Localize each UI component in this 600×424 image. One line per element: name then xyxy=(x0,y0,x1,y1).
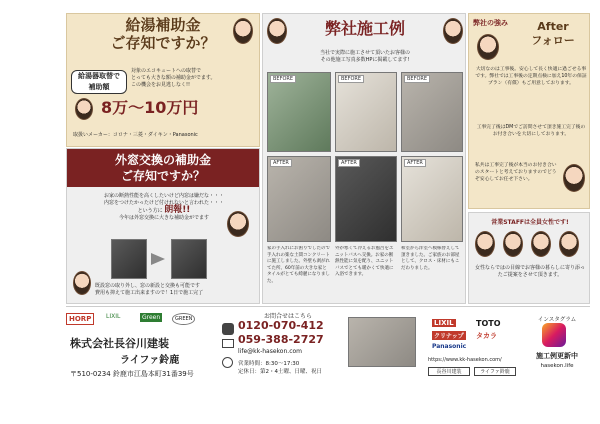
window-foot-line1: 既設窓の取り外し、窓の新設と交換も可能です xyxy=(95,283,201,289)
staff-title: 営業STAFFは全員女性です! xyxy=(491,219,569,226)
maker-list: 取扱いメーカー：コロナ・三菱・ダイキン・Panasonic xyxy=(73,132,198,138)
before-photo-room xyxy=(401,72,463,152)
badge-line1: 給湯器取替で xyxy=(78,72,120,80)
desc-line3: この機会をお見逃しなく!! xyxy=(131,82,191,88)
window-title-band xyxy=(67,149,259,187)
staff-face-icon xyxy=(73,271,91,295)
free-dial-number[interactable]: 0120-070-412 xyxy=(238,319,324,332)
brand-cleanup: クリナップ xyxy=(434,333,464,340)
horp-logo: HORP xyxy=(66,313,94,325)
after-label: AFTER xyxy=(270,159,292,167)
subsidy-badge xyxy=(71,70,127,94)
after-label: AFTER xyxy=(338,159,360,167)
after-photo-bath xyxy=(335,156,397,242)
brand-name: ライファ鈴鹿 xyxy=(120,355,180,366)
subsidy-amount: 8万～10万円 xyxy=(101,98,199,117)
before-label: BEFORE xyxy=(270,75,296,83)
mail-icon xyxy=(222,339,234,348)
good-news: 朗報!! xyxy=(164,205,191,215)
window-text-line1: お家の断熱性能を高くしたいけど内窓は嫌だな・・・ xyxy=(103,193,224,199)
before-label: BEFORE xyxy=(404,75,430,83)
before-photo-exterior xyxy=(267,72,331,152)
after-text1: 大切なのは工事後。安心して長く快適に過ごせる事です。弊社では工事後の定期点検に加え10年の保証プラン（有償）もご用意しております。 xyxy=(475,67,587,86)
window-title-line2: ご存知ですか？ xyxy=(120,169,205,183)
window-before-image xyxy=(111,239,147,279)
window-foot xyxy=(95,283,257,297)
window-text-line2: 内窓をつけたかったけど付けれないと言われた・・・ xyxy=(103,200,224,206)
brand-panasonic: Panasonic xyxy=(432,343,467,350)
green-logo: Green xyxy=(142,314,161,321)
brand-toto: TOTO xyxy=(476,319,501,328)
after-title-after: After xyxy=(537,20,569,33)
staff-face-icon xyxy=(75,98,93,120)
staff-text: 女性ならではの目線でお客様の暮らしに寄り添ったご提案をさせて頂きます。 xyxy=(475,265,585,278)
brand-lixil: LIXIL xyxy=(434,319,454,327)
water-heater-subsidy-panel xyxy=(66,13,260,147)
caption-room: 和室から洋室へ模様替えして頂きました。ご家族のお部屋として、クロス・床材にもこだわりました。 xyxy=(401,246,460,271)
company-name: 株式会社長谷川建装 xyxy=(70,337,169,350)
subtitle-line1: 当社で実際に施工させて頂いたお客様の xyxy=(319,50,410,56)
partner-logos xyxy=(66,311,206,331)
office-photo xyxy=(348,317,416,367)
after-photo-room xyxy=(401,156,463,242)
window-title-line1: 外窓交換の補助金 xyxy=(114,153,211,167)
company-address: 〒510-0234 鈴鹿市江島本町31番39号 xyxy=(70,370,194,378)
caption-exterior: 家の手入れにお困りでしたので手入れの楽な土間コンクリートに施工しました。外壁も剥がれてた所、60年前の大きな家とタイルがとても綺麗になりました。 xyxy=(267,246,330,284)
staff-face-icon xyxy=(559,231,579,257)
phone-icon xyxy=(222,323,234,335)
water-heater-title-line2: ご存知ですか？ xyxy=(110,34,216,52)
after-text3: 私共は工事完了後が本当のお付き合いのスタートと考えておりますのでどうぞ安心してお任せ下さい。 xyxy=(475,163,557,182)
holidays: 定休日：第2・4土曜、日曜、祝日 xyxy=(238,369,322,375)
lixil-reform-logo: LIXIL xyxy=(106,313,121,320)
window-text-line4: 今年は外窓交換に大きな補助金がでます xyxy=(118,215,209,221)
instagram-icon[interactable] xyxy=(542,323,566,347)
staff-face-icon xyxy=(227,211,249,237)
badge-line2: 補助額 xyxy=(88,83,110,91)
staff-face-icon xyxy=(443,18,463,44)
arrow-right-icon xyxy=(151,253,165,265)
water-heater-title xyxy=(93,16,233,52)
desc-line1: 対象のエコキュートへの取替で xyxy=(131,68,202,74)
instagram-label: インスタグラム xyxy=(537,317,577,323)
instagram-text: 施工例更新中 xyxy=(536,352,578,360)
window-after-image xyxy=(171,239,207,279)
after-title xyxy=(517,20,589,48)
email-address[interactable]: life@kk-hasekon.com xyxy=(238,348,303,355)
after-photo-exterior xyxy=(267,156,331,242)
staff-face-icon xyxy=(475,231,495,257)
desc-line2: とっても大きな額の補助金がでます。 xyxy=(131,75,216,81)
brand-takara: タカラ xyxy=(476,332,497,340)
strength-label: 弊社の強み xyxy=(473,19,508,27)
staff-face-icon xyxy=(477,34,499,60)
subtitle-line2: その他施工写真多数HPに掲載してます! xyxy=(320,57,410,63)
window-text-line3: という方に xyxy=(137,208,163,214)
after-text2: 工事完了後はDMでご訪問させて頂き施工完了後のお付き合いを大切にしております。 xyxy=(476,125,586,137)
after-title-follow: フォロー xyxy=(531,34,575,47)
hasekon-link-button[interactable]: 長谷川建装 xyxy=(428,367,470,376)
website-url[interactable]: https://www.kk-hasekon.com/ xyxy=(428,357,502,363)
staff-panel xyxy=(468,212,590,304)
staff-face-icon xyxy=(233,18,253,44)
phone-number[interactable]: 059-388-2727 xyxy=(238,333,324,346)
water-heater-desc xyxy=(131,68,259,89)
examples-title: 弊社施工例 xyxy=(324,19,405,38)
instagram-id[interactable]: hasekon.life xyxy=(540,363,574,369)
footer xyxy=(66,306,590,390)
staff-face-icon xyxy=(503,231,523,257)
caption-bath: 外が寒くて冷えるお風呂をユニットバスへ交換。お家の断熱性能に気を配り、ユニットバスでとても暖かくて快適に入浴できます。 xyxy=(335,246,394,277)
before-label: BEFORE xyxy=(338,75,364,83)
business-hours: 営業時間：8:30～17:30 xyxy=(238,361,300,367)
staff-face-icon xyxy=(531,231,551,257)
before-photo-bath xyxy=(335,72,397,152)
staff-face-icon xyxy=(563,164,585,192)
window-foot-line2: 費用も抑えて施工出来ますので！1日で施工完了 xyxy=(95,290,204,296)
lifa-link-button[interactable]: ライファ鈴鹿 xyxy=(474,367,516,376)
clock-icon xyxy=(222,357,233,368)
after-label: AFTER xyxy=(404,159,426,167)
green-circle-logo: GREEN xyxy=(172,313,195,325)
staff-face-icon xyxy=(267,18,287,44)
construction-examples-panel xyxy=(262,13,466,304)
after-follow-panel xyxy=(468,13,590,209)
news-line xyxy=(73,207,255,215)
water-heater-title-line1: 給湯補助金 xyxy=(125,16,201,34)
window-subsidy-panel xyxy=(66,148,260,304)
examples-subtitle xyxy=(283,50,447,64)
contact-title: お問合せはこちら xyxy=(263,313,312,320)
